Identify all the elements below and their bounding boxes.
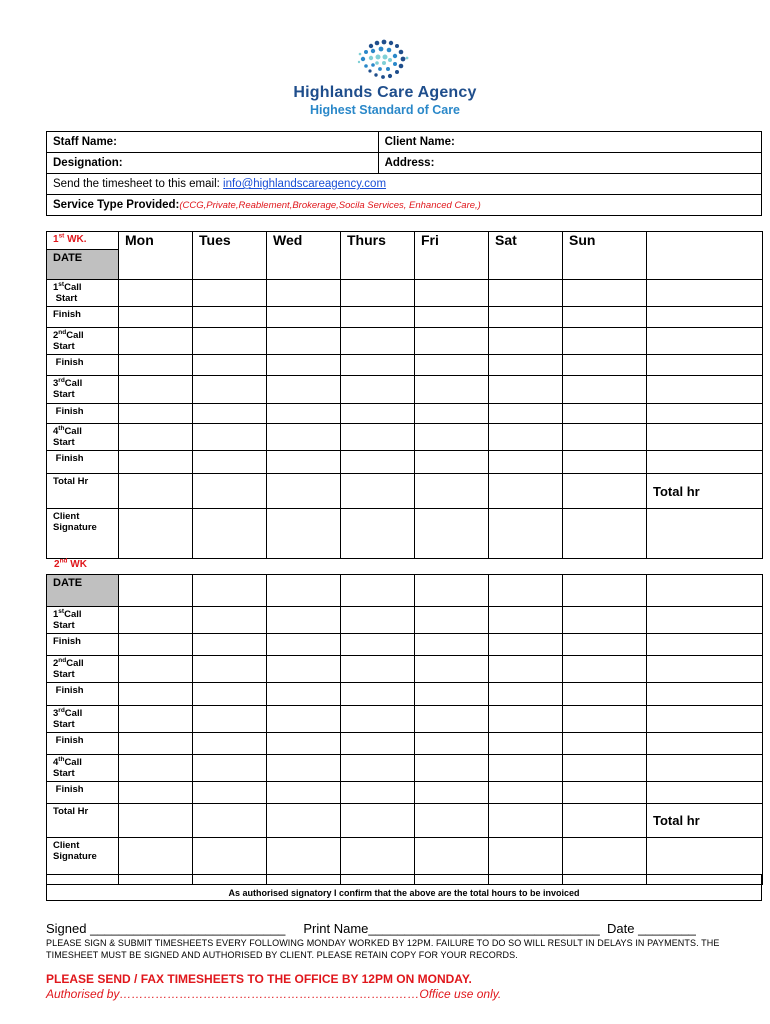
call-3-start-label: 3rdCall Start bbox=[47, 706, 119, 733]
service-type-label: Service Type Provided: bbox=[53, 199, 180, 211]
dots-logo-icon bbox=[357, 38, 413, 82]
week-1-label: 1st WK. bbox=[47, 232, 119, 250]
email-prefix: Send the timesheet to this email: bbox=[53, 178, 224, 190]
send-deadline-notice: PLEASE SEND / FAX TIMESHEETS TO THE OFFICE BY 12PM ON MONDAY. bbox=[46, 972, 472, 986]
client-name-field[interactable]: Client Name: bbox=[378, 132, 761, 153]
day-sat: Sat bbox=[489, 232, 563, 280]
call-4-start-label: 4thCall Start bbox=[47, 424, 119, 451]
office-authorisation-line: Authorised by…………………………………………………………………Office use only. bbox=[46, 987, 502, 1001]
call-2-start-label: 2ndCall Start bbox=[47, 328, 119, 355]
call-4-finish-label: Finish bbox=[47, 451, 119, 474]
staff-name-field[interactable]: Staff Name: bbox=[47, 132, 379, 153]
call-1-finish-label: Finish bbox=[47, 307, 119, 328]
total-hr-label: Total Hr bbox=[47, 804, 119, 838]
agency-tagline: Highest Standard of Care bbox=[309, 103, 461, 117]
call-4-start-label: 4thCall Start bbox=[47, 755, 119, 782]
agency-logo bbox=[0, 38, 770, 117]
client-signature-label: Client Signature bbox=[47, 509, 119, 559]
signature-line[interactable] bbox=[46, 921, 696, 936]
date-label: DATE bbox=[47, 575, 119, 607]
day-fri: Fri bbox=[415, 232, 489, 280]
call-3-start-label: 3rdCall Start bbox=[47, 376, 119, 404]
week-1-total-hr[interactable]: Total hr bbox=[647, 474, 763, 509]
call-2-finish-label: Finish bbox=[47, 683, 119, 706]
week-2-total-hr[interactable]: Total hr bbox=[647, 804, 763, 838]
day-mon: Mon bbox=[119, 232, 193, 280]
call-3-finish-label: Finish bbox=[47, 733, 119, 755]
email-instruction bbox=[47, 174, 762, 195]
day-tues: Tues bbox=[193, 232, 267, 280]
call-1-finish-label: Finish bbox=[47, 634, 119, 656]
call-1-start-label: 1stCall Start bbox=[47, 280, 119, 307]
call-3-finish-label: Finish bbox=[47, 404, 119, 424]
day-wed: Wed bbox=[267, 232, 341, 280]
call-4-finish-label: Finish bbox=[47, 782, 119, 804]
designation-field[interactable]: Designation: bbox=[47, 153, 379, 174]
service-type-options: (CCG,Private,Reablement,Brokerage,Socila Services, Enhanced Care,) bbox=[179, 200, 481, 211]
address-field[interactable]: Address: bbox=[378, 153, 761, 174]
email-link[interactable]: info@highlandscareagency.com bbox=[223, 178, 387, 190]
service-type-field[interactable] bbox=[47, 195, 762, 216]
signed-field[interactable]: Signed ___________________________ bbox=[46, 921, 286, 936]
week-1-table bbox=[46, 231, 763, 559]
date-field[interactable]: Date ________ bbox=[607, 921, 696, 936]
week-2-label: 2nd WK bbox=[54, 557, 87, 570]
print-name-field[interactable]: Print Name________________________________ bbox=[303, 921, 600, 936]
call-2-finish-label: Finish bbox=[47, 355, 119, 376]
total-hr-label: Total Hr bbox=[47, 474, 119, 509]
call-1-start-label: 1stCall Start bbox=[47, 607, 119, 634]
day-sun: Sun bbox=[563, 232, 647, 280]
agency-name: Highlands Care Agency bbox=[293, 84, 477, 101]
submission-notice: PLEASE SIGN & SUBMIT TIMESHEETS EVERY FOLLOWING MONDAY WORKED BY 12PM. FAILURE TO DO SO WILL RESULT IN DELAYS IN PAYMENTS. THE TIMESHEET MUST BE SIGNED AND AUTHORISED BY CLIENT. PLEASE RETAIN COPY FOR YOUR RECORDS. bbox=[46, 938, 720, 960]
client-signature-label: Client Signature bbox=[47, 838, 119, 885]
call-2-start-label: 2ndCall Start bbox=[47, 656, 119, 683]
day-thurs: Thurs bbox=[341, 232, 415, 280]
staff-info-table bbox=[46, 131, 762, 216]
week-2-table bbox=[46, 574, 763, 885]
date-label: DATE bbox=[47, 250, 119, 280]
authorisation-statement: As authorised signatory I confirm that the above are the total hours to be invoiced bbox=[46, 874, 762, 901]
